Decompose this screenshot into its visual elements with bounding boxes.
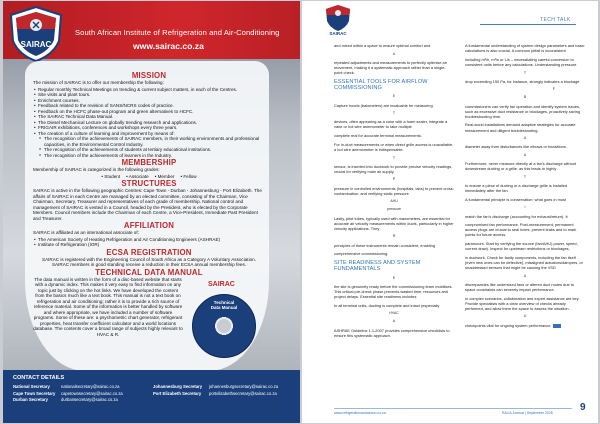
dvd-badge: SAIRAC <box>208 281 235 288</box>
list-item: • Feedback related to the revision of SANS/NCRS codes of practice. <box>33 103 265 109</box>
footer-issue: RACA Journal | September 2025 <box>502 411 553 415</box>
margin-mark: E <box>392 94 396 99</box>
list-sub-item: o The recognition of the achievements of learners in the Industry. <box>33 153 265 159</box>
paragraph: drop exceeding 150 Pa, for instance, strongly indicates a blockage <box>465 78 580 84</box>
left-logo-text: SAIRAC <box>20 40 52 49</box>
paragraph: Lastly, pitot tubes, typically used with manometers, are essential for accurate air velocity measurements within ducts, particularly in higher velocity applications. They <box>334 215 454 231</box>
membership-heading: MEMBERSHIP <box>121 158 177 167</box>
paragraph: sensor, is inserted into ductwork to provide precise velocity readings, crucial for verifying main air supply. <box>334 163 453 174</box>
contact-email[interactable]: johannesburgsecretary@sairac.co.za <box>209 384 279 389</box>
list-sub-item: o The recognition of the achievements of students at tertiary educational institutions. <box>33 147 265 153</box>
margin-mark: I <box>524 205 526 210</box>
paragraph: Capture hoods (balometers) are invaluable for measuring <box>334 102 433 108</box>
dvd-title-line1: Technical <box>213 300 235 305</box>
paragraph: and mixed within a space to ensure optimal comfort and <box>334 43 431 48</box>
sairac-logo-icon <box>324 4 352 32</box>
org-url[interactable]: www.sairac.co.za <box>133 41 204 51</box>
paragraph: to ensure a piece of ducting or a discharge grille is installed immediately after the fan. <box>465 182 568 194</box>
list-item: • The creation of a culture of learning and improvement by means of: <box>33 131 265 137</box>
list-item: • Enrichment courses. <box>33 98 265 104</box>
paragraph: Furthermore, never measure directly at a fan's discharge without downstream ducting or a grille, as this leads to highly <box>465 161 577 172</box>
margin-mark: A <box>523 273 527 278</box>
contact-label: Durban Secretary <box>13 397 48 403</box>
margin-mark: T <box>392 155 396 160</box>
contact-email[interactable]: nationalsecretary@sairac.co.za <box>61 384 120 389</box>
ecsa-text: SAIRAC is registered with the Engineering Council of South Africa as a Category A Voluntary Association. SAIRAC members in good standing receive a reduction in their ECSA annual membership fees. <box>42 256 256 267</box>
paragraph: discrepancies like undersized fans or altered duct routes due to space constraints can severely impact performance. <box>465 281 575 292</box>
paragraph: ASHRAE Guideline 1.1-2007 provides comprehensive checklists to ensure this systematic approach. <box>334 327 450 338</box>
left-page <box>3 1 300 423</box>
right-logo-text: SAIRAC <box>329 31 347 36</box>
contact-label: National Secretary <box>13 384 50 389</box>
paragraph <box>465 323 585 328</box>
margin-mark: A <box>523 136 527 141</box>
tdm-text: The data manual is written in the form of a disc-based website that starts with a dynamic index. This makes it very easy to find information on any topic just by clicking on the hot links. We have developed the content from the basics much like a text book. This manual is not a text book on refrigeration and air conditioning; rather it is to provide a rich source of reference material. Some of the information is better handled by software and where appropriate, we have included a number of software programs. Some of these are: a psychometric chart generator, refrigerant properties, heat transfer coefficient calculator and a world locations database. The contents cover a broad range of subjects highly relevant to HVAC & R. <box>33 276 183 337</box>
structures-heading: STRUCTURES <box>121 179 177 188</box>
mission-list <box>33 87 265 159</box>
affiliation-heading: AFFILIATION <box>123 221 175 230</box>
right-page <box>302 1 598 423</box>
article-column-2 <box>465 43 585 331</box>
org-title: South African Institute of Refrigeration and Air-Conditioning <box>75 28 280 37</box>
margin-mark: T <box>523 70 527 75</box>
end-of-article-icon <box>553 324 561 328</box>
tdm-heading: TECHNICAL DATA MANUAL <box>95 267 203 277</box>
contact-row <box>13 391 293 398</box>
structures-text: SAIRAC is active in the following geographic Centres: Cape Town - Durban - Johannesburg - Port Elizabeth. The affairs of SAIRAC in each Centre are managed by an elected committee, consisting of the Chairman, Vice Chairman, Secretary, Treasurer and representatives of each grade of membership. National control and management of SAIRAC is vested in a Council, headed by the President, who is elected by the Corporate Members. Council members include the Chairman of each Centre, a Vice-President, Immediate Past President and Treasurer. <box>33 188 262 221</box>
contact-row <box>13 397 293 404</box>
contact-details-band <box>3 370 300 423</box>
margin-mark: A <box>392 319 396 324</box>
contact-email[interactable]: portelizabethsecretary@sairac.co.za <box>209 390 277 396</box>
contact-email[interactable]: durbansecretary@sairac.co.za <box>61 397 118 403</box>
page-number: 9 <box>580 402 586 413</box>
footer-rule <box>334 408 572 409</box>
affiliation-list <box>33 237 265 248</box>
list-item: • The SAIRAC Technical Data Manual. <box>33 114 265 120</box>
list-item: • Feedback on the HCFC phase-out program and green alternatives to HCFC. <box>33 109 265 115</box>
list-sub-item: o The recognition of the achievements of SAIRAC members, in their working environments and professional capacities, in the Environmental Control Industry. <box>33 136 265 147</box>
paragraph: the site is genuinely ready before the commissioning team mobilises. This critical pre-check phase prevents wasted time, resources and project delays. Essential site readiness includes <box>334 283 453 299</box>
grade-item: • Student <box>101 174 120 180</box>
contact-email[interactable]: capetownsecretary@sairac.co.za <box>61 390 123 396</box>
dvd-title <box>196 300 252 310</box>
paragraph: For in-duct measurements or when direct grille access is unavailable, a hot wire anemometer is indispensable. <box>334 141 454 152</box>
mission-intro: The mission of SAIRAC is to offer our membership the following: <box>33 80 164 85</box>
list-item: • The Diesel Mechanical Lecture on globally trending research and applications. <box>33 120 265 126</box>
margin-mark: A <box>392 51 396 56</box>
paragraph: complete real for accurate terminal measurements. <box>334 133 422 139</box>
list-item: • The American Society of Heating Refrigeration and Air Conditioning Engineers (ASHRAE) <box>33 237 265 243</box>
contact-grid <box>13 384 293 404</box>
footer-url[interactable]: www.refrigerationandaircon.co.za <box>334 411 386 415</box>
contact-label: Johannesburg Secretary <box>153 384 203 389</box>
margin-mark: AHU <box>390 199 398 204</box>
left-header-band <box>3 1 300 59</box>
paragraph: comprehensive commissioning. <box>334 251 389 257</box>
paragraph: A fundamental understanding of system design parameters and basic calculations is also crucial. A common pitfall is inconsistent <box>465 43 585 54</box>
contact-label: Cape Town Secretary <box>13 390 56 396</box>
margin-mark: F <box>552 87 555 92</box>
margin-mark: E <box>392 275 396 280</box>
list-item: • Site visits and plant tours. <box>33 92 265 98</box>
list-item: • Regular monthly Technical Meetings on trending & current subject matters, in each of the Centres. <box>33 87 265 93</box>
paragraph: pressure in controlled environments (hospitals, labs) to prevent cross-contamination, and verifying static pressure <box>334 185 455 196</box>
membership-text: Membership of SAIRAC is categorized in the following grades: <box>33 167 160 172</box>
margin-mark: R <box>392 234 396 239</box>
section-tag: TECH TALK <box>540 17 571 23</box>
margin-mark: T <box>523 174 527 179</box>
paragraph: match the fan's discharge (accounting for exhaust/return). It <box>465 213 568 219</box>
margin-mark: pressure <box>387 207 401 212</box>
section-tag-rule <box>480 24 576 25</box>
grade-item: • Fellow <box>180 174 196 180</box>
final-paragraph-text: checkpoints vital for ongoing system performance. <box>465 322 552 328</box>
paragraph: In complex scenarios, collaboration and expert assistance are key. Provide specialists with a clear overview of checks already performed, and allow them the space to assess the situation. <box>465 295 580 311</box>
paragraph: in ductwork. Check for faulty components, including the fan itself (even new ones can be defective), misaligned actuators/dampers, or unaddressed sensors that might be causing the VSD <box>465 254 583 271</box>
margin-mark: HVAC <box>389 311 399 316</box>
contact-row <box>13 384 293 391</box>
margin-mark: P <box>392 177 396 182</box>
contact-heading: CONTACT DETAILS <box>13 375 65 381</box>
subheading: ESSENTIAL TOOLS FOR AIRFLOW COMMISSIONING <box>334 78 428 92</box>
paragraph: repeated adjustments and measurements to perfectly optimise air movement, making it a systematic approach rather than a single-point check. <box>334 59 447 75</box>
ecsa-heading: ECSA REGISTRATION <box>106 247 192 257</box>
paragraph: A fundamental principle is conservation: what goes in must <box>465 196 566 202</box>
subheading: SITE READINESS AND SYSTEM FUNDAMENTALS <box>334 259 421 273</box>
contact-label: Port Elizabeth Secretary <box>153 390 202 396</box>
paragraph: Real-world installations demand adaptive strategies for accurate measurement and diligent troubleshooting. <box>465 122 576 133</box>
list-item: • Institute of Refrigeration (IOR) <box>33 242 265 248</box>
margin-mark: U <box>523 314 527 319</box>
grade-item: • Member <box>155 174 175 180</box>
sairac-logo-icon <box>7 5 65 63</box>
paragraph: commissioners can verify fan operation and identify system issues, such as excessive duct resistance or blockages, proactively saving troubleshooting time. <box>465 103 581 119</box>
dvd-title-line2: Data Manual <box>210 305 238 311</box>
grade-item: • Associate <box>126 174 149 180</box>
paragraph: compromised fan performance. Post-measurement, permanent access plugs are crucial to seal holes, prevent leaks and to mark points for future access. <box>465 222 577 238</box>
mission-heading: MISSION <box>131 71 167 80</box>
margin-mark: T <box>392 111 396 116</box>
article-column-1 <box>334 43 454 341</box>
margin-mark: B <box>523 95 527 100</box>
paragraph: paramount. Start by verifying the source (fan/AHU) power, speed, current draw). Inspect for upstream restrictions or blockages, <box>465 241 578 252</box>
paragraph: to all terminal units, ducting is complete and intact (especially <box>334 302 440 308</box>
paragraph: including m³/h, m³/s or L/s – necessitating careful conversion to consistent units before any calculations. Understanding pressure <box>465 56 577 67</box>
paragraph: devices, often appearing as a cone with a foam sealer, integrate a vane or hot wire anemometer to take multiple <box>334 119 448 130</box>
list-item: • FRIGAIR exhibitions, conferences and workshops every three years. <box>33 125 265 131</box>
margin-mark: A <box>523 152 527 157</box>
paragraph: principles of these instruments remain consistent, enabling <box>334 242 435 248</box>
affiliation-text: SAIRAC is affiliated as an international associate of: <box>33 230 139 235</box>
paragraph: diameter away from disturbances like elbows or transitions. <box>465 144 567 150</box>
